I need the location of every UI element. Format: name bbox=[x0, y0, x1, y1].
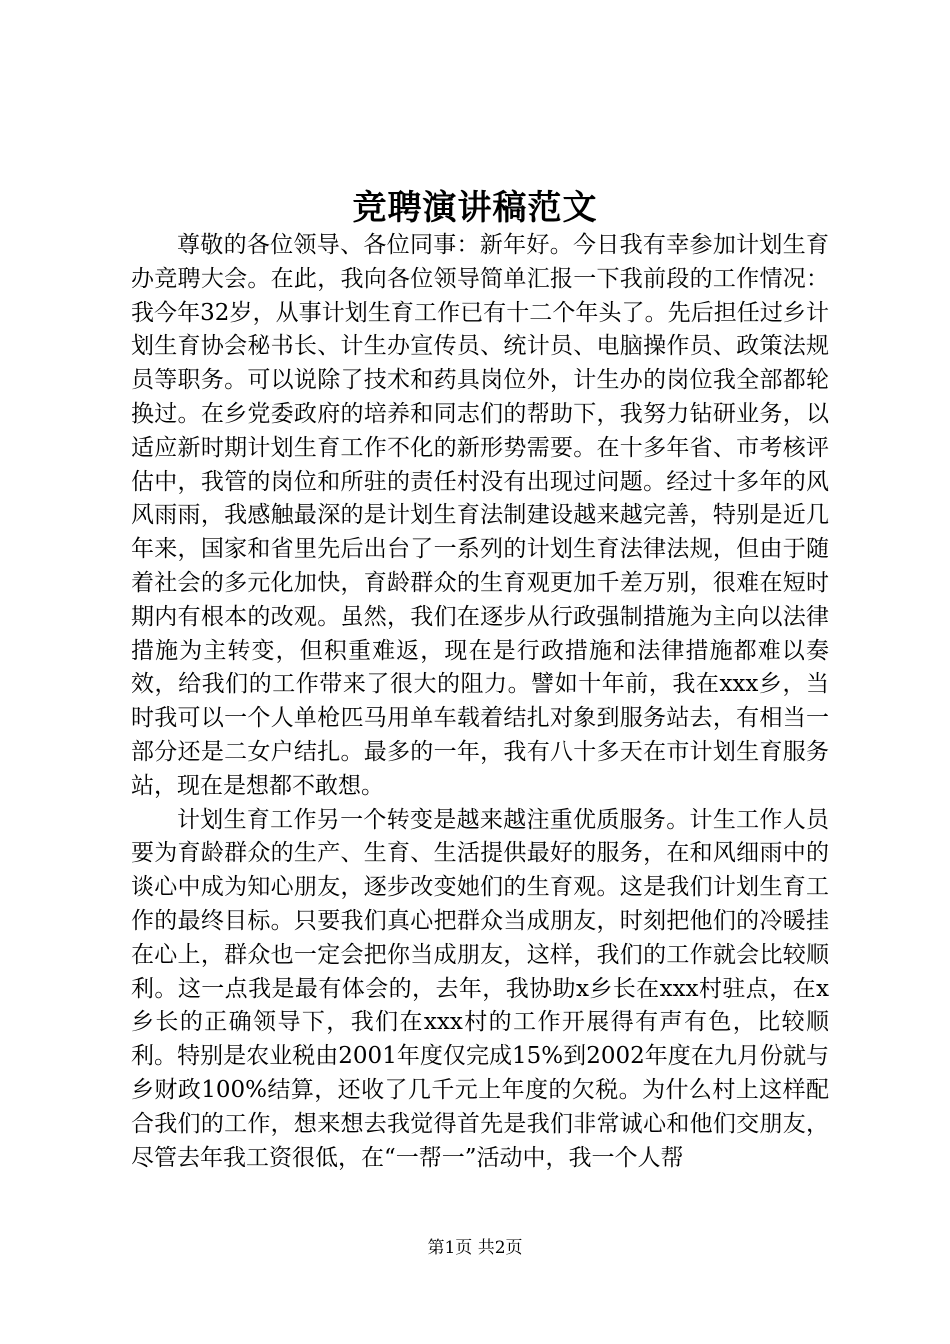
page-footer: 第1页 共2页 bbox=[427, 1238, 523, 1258]
document-body bbox=[131, 229, 829, 1175]
paragraph-2: 计划生育工作另一个转变是越来越注重优质服务。计生工作人员要为育龄群众的生产、生育、生活提供最好的服务，在和风细雨中的谈心中成为知心朋友，逐步改变她们的生育观。这是我们计划生育工作的最终目标。只要我们真心把群众当成朋友，时刻把他们的冷暖挂在心上，群众也一定会把你当成朋友，这样，我们的工作就会比较顺利。这一点我是最有体会的，去年，我协助x乡长在xxx村驻点，在x乡长的正确领导下，我们在xxx村的工作开展得有声有色，比较顺利。特别是农业税由2001年度仅完成15%到2002年度在九月份就与乡财政100%结算，还收了几千元上年度的欠税。为什么村上这样配合我们的工作，想来想去我觉得首先是我们非常诚心和他们交朋友，尽管去年我工资很低，在“一帮一”活动中，我一个人帮 bbox=[131, 806, 829, 1171]
document-title: 竞聘演讲稿范文 bbox=[352, 188, 598, 228]
paragraph-1: 尊敬的各位领导、各位同事：新年好。今日我有幸参加计划生育办竞聘大会。在此，我向各位领导简单汇报一下我前段的工作情况：我今年32岁，从事计划生育工作已有十二个年头了。先后担任过乡计划生育协会秘书长、计生办宣传员、统计员、电脑操作员、政策法规员等职务。可以说除了技术和药具岗位外，计生办的岗位我全部都轮换过。在乡党委政府的培养和同志们的帮助下，我努力钻研业务，以适应新时期计划生育工作不化的新形势需要。在十多年省、市考核评估中，我管的岗位和所驻的责任村没有出现过问题。经过十多年的风风雨雨，我感触最深的是计划生育法制建设越来越完善，特别是近几年来，国家和省里先后出台了一系列的计划生育法律法规，但由于随着社会的多元化加快，育龄群众的生育观更加千差万别，很难在短时期内有根本的改观。虽然，我们在逐步从行政强制措施为主向以法律措施为主转变，但积重难返，现在是行政措施和法律措施都难以奏效，给我们的工作带来了很大的阻力。譬如十年前，我在xxx乡，当时我可以一个人单枪匹马用单车载着结扎对象到服务站去，有相当一部分还是二女户结扎。最多的一年，我有八十多天在市计划生育服务站，现在是想都不敢想。 bbox=[131, 232, 829, 799]
